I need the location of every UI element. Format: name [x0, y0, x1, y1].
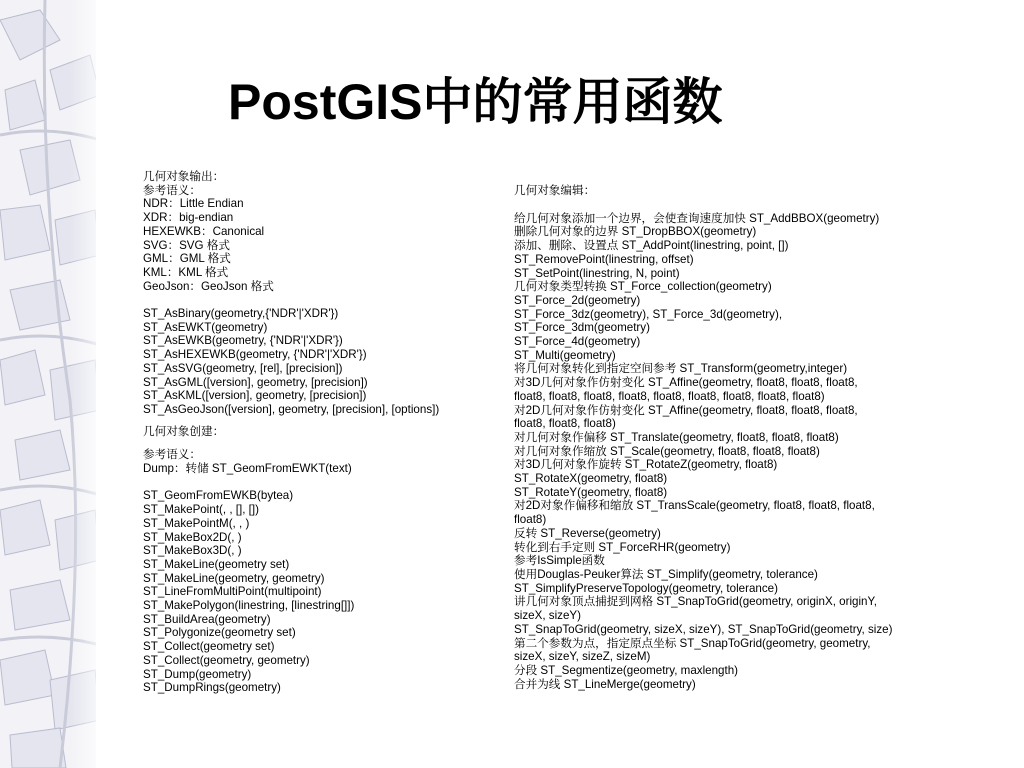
list-item: ST_Collect(geometry, geometry): [143, 653, 310, 667]
list-item: ST_AsBinary(geometry,{'NDR'|'XDR'}): [143, 307, 339, 321]
list-item: ST_AsEWKT(geometry): [143, 320, 268, 334]
list-item: 将几何对象转化到指定空间参考 ST_Transform(geometry,integer): [514, 362, 848, 376]
map-fade: [70, 0, 96, 768]
create-function-list: [143, 489, 493, 695]
list-item: 讲几何对象顶点捕捉到网格 ST_SnapToGrid(geometry, originX, originY,: [514, 595, 877, 609]
list-item: ST_Force_4d(geometry): [514, 335, 641, 349]
list-item: 对3D几何对象作旋转 ST_RotateZ(geometry, float8): [514, 458, 778, 472]
list-item: GeoJson：GeoJson 格式: [143, 279, 274, 293]
reference-label: 参考语义：: [143, 183, 201, 197]
edit-function-list: [514, 212, 954, 692]
list-item: SVG：SVG 格式: [143, 238, 230, 252]
list-item: 对2D对象作偏移和缩放 ST_TransScale(geometry, float8, float8, float8,: [514, 499, 875, 513]
list-item: ST_BuildArea(geometry): [143, 612, 271, 626]
dump-line: Dump：转储 ST_GeomFromEWKT(text): [143, 462, 352, 476]
semantics-list: [143, 197, 493, 293]
list-item: 对几何对象作缩放 ST_Scale(geometry, float8, float8, float8): [514, 444, 820, 458]
list-item: 对3D几何对象作仿射变化 ST_Affine(geometry, float8, float8, float8,: [514, 376, 858, 390]
output-function-list: [143, 307, 493, 417]
create-heading: 几何对象创建：: [143, 424, 225, 438]
list-item: ST_Polygonize(geometry set): [143, 626, 296, 640]
right-column: [514, 184, 954, 691]
list-item: KML：KML 格式: [143, 265, 229, 279]
spacer: [143, 293, 493, 307]
list-item: ST_SetPoint(linestring, N, point): [514, 266, 680, 280]
list-item: ST_AsKML([version], geometry, [precision]): [143, 389, 367, 403]
list-item: 添加、删除、设置点 ST_AddPoint(linestring, point, []): [514, 239, 789, 253]
spacer: [143, 438, 493, 448]
spacer: [514, 198, 954, 212]
list-item: 对几何对象作偏移 ST_Translate(geometry, float8, float8, float8): [514, 430, 839, 444]
list-item: ST_Collect(geometry set): [143, 640, 275, 654]
list-item: ST_MakePointM(, , ): [143, 516, 250, 530]
create-reference-label: 参考语义：: [143, 448, 201, 462]
output-heading: 几何对象输出：: [143, 170, 225, 183]
list-item: ST_MakeLine(geometry set): [143, 557, 290, 571]
list-item: ST_Force_3dm(geometry): [514, 321, 650, 335]
list-item: ST_SnapToGrid(geometry, sizeX, sizeY), ST_SnapToGrid(geometry, size): [514, 622, 893, 636]
list-item: 合并为线 ST_LineMerge(geometry): [514, 677, 696, 691]
list-item: ST_AsGML([version], geometry, [precision]): [143, 375, 368, 389]
list-item: 反转 ST_Reverse(geometry): [514, 526, 661, 540]
list-item: 删除几何对象的边界 ST_DropBBOX(geometry): [514, 225, 757, 239]
list-item: 分段 ST_Segmentize(geometry, maxlength): [514, 663, 739, 677]
list-item: ST_Dump(geometry): [143, 667, 252, 681]
list-item: 转化到右手定则 ST_ForceRHR(geometry): [514, 540, 731, 554]
list-item: ST_AsSVG(geometry, [rel], [precision]): [143, 361, 343, 375]
spacer: [143, 476, 493, 490]
list-item: HEXEWKB：Canonical: [143, 224, 265, 238]
left-column: [143, 170, 493, 695]
list-item: GML：GML 格式: [143, 252, 231, 266]
spacer: [143, 417, 493, 425]
list-item: ST_DumpRings(geometry): [143, 681, 281, 695]
list-item: 对2D几何对象作仿射变化 ST_Affine(geometry, float8, float8, float8,: [514, 403, 858, 417]
list-item: 给几何对象添加一个边界，会使查询速度加快 ST_AddBBOX(geometry): [514, 211, 880, 225]
page-title: PostGIS中的常用函数: [228, 74, 723, 130]
list-item: float8, float8, float8, float8, float8, float8, float8, float8, float8): [514, 389, 825, 403]
list-item: sizeX, sizeY, sizeZ, sizeM): [514, 650, 651, 664]
list-item: float8): [514, 513, 547, 527]
list-item: ST_Force_3dz(geometry), ST_Force_3d(geometry),: [514, 307, 783, 321]
list-item: ST_AsHEXEWKB(geometry, {'NDR'|'XDR'}): [143, 348, 367, 362]
list-item: ST_RemovePoint(linestring, offset): [514, 252, 694, 266]
list-item: float8, float8, float8): [514, 417, 616, 431]
list-item: ST_SimplifyPreserveTopology(geometry, tolerance): [514, 581, 778, 595]
edit-heading: 几何对象编辑：: [514, 184, 596, 197]
list-item: ST_LineFromMultiPoint(multipoint): [143, 585, 322, 599]
list-item: 第二个参数为点，指定原点坐标 ST_SnapToGrid(geometry, geometry,: [514, 636, 871, 650]
list-item: ST_MakeBox3D(, ): [143, 544, 242, 558]
list-item: 几何对象类型转换 ST_Force_collection(geometry): [514, 280, 772, 294]
list-item: sizeX, sizeY): [514, 609, 582, 623]
list-item: NDR：Little Endian: [143, 197, 244, 211]
list-item: ST_Multi(geometry): [514, 348, 616, 362]
list-item: ST_MakeLine(geometry, geometry): [143, 571, 325, 585]
list-item: ST_AsEWKB(geometry, {'NDR'|'XDR'}): [143, 334, 343, 348]
list-item: ST_MakePoint(, , [], []): [143, 503, 259, 517]
list-item: ST_MakePolygon(linestring, [linestring[]]): [143, 599, 355, 613]
list-item: ST_GeomFromEWKB(bytea): [143, 489, 294, 503]
list-item: XDR：big-endian: [143, 211, 234, 225]
list-item: ST_MakeBox2D(, ): [143, 530, 242, 544]
list-item: 使用Douglas-Peuker算法 ST_Simplify(geometry, tolerance): [514, 567, 818, 581]
list-item: ST_RotateY(geometry, float8): [514, 485, 668, 499]
map-background-decoration: [0, 0, 96, 768]
list-item: ST_AsGeoJson([version], geometry, [precision], [options]): [143, 402, 440, 416]
list-item: 参考IsSimple函数: [514, 554, 605, 568]
list-item: ST_RotateX(geometry, float8): [514, 472, 668, 486]
list-item: ST_Force_2d(geometry): [514, 293, 641, 307]
